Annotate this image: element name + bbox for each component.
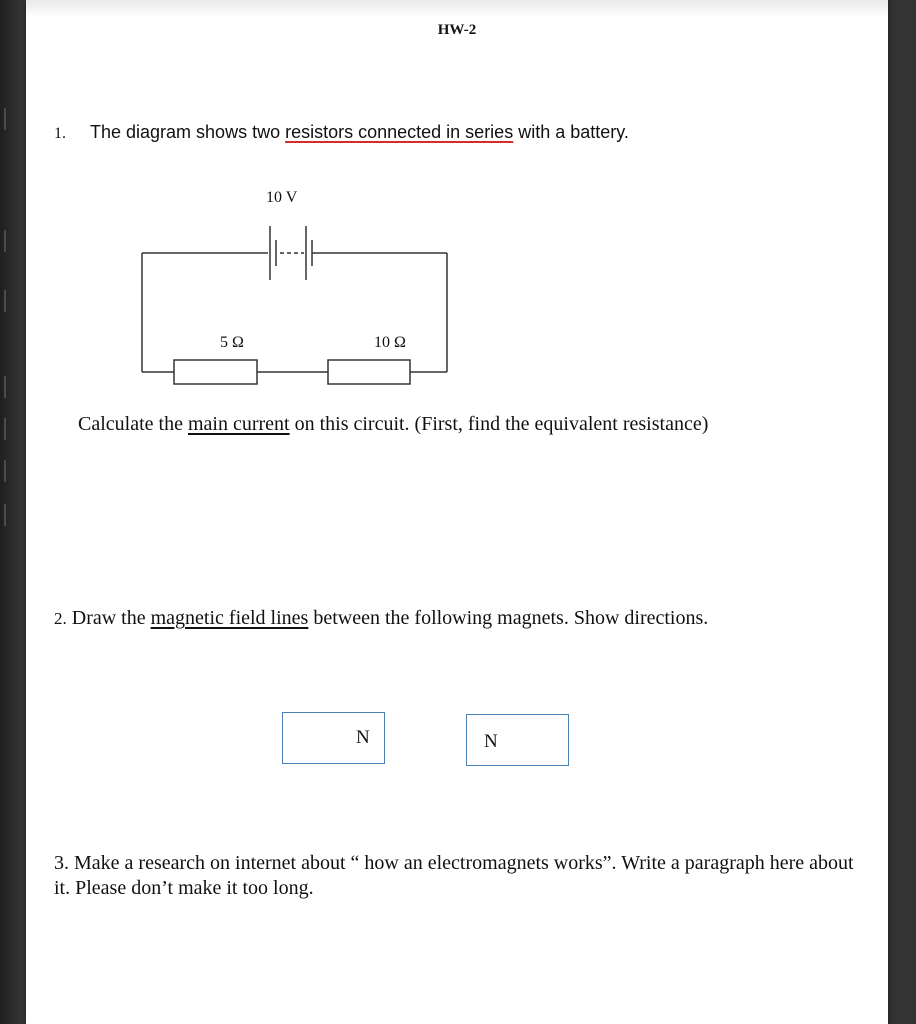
background-right (888, 0, 916, 1024)
series-circuit-diagram (134, 180, 454, 390)
magnet-left-pole-label: N (356, 727, 370, 748)
background-ghost-mark (4, 108, 20, 130)
calc-text-underlined: main current (187, 413, 290, 435)
page-title: HW-2 (437, 22, 477, 38)
calculate-instruction (78, 413, 708, 436)
background-ghost-mark (4, 504, 20, 526)
battery-label: 10 V (266, 189, 298, 206)
resistor-right-label: 10 Ω (374, 334, 406, 351)
magnet-right-pole-label: N (484, 731, 498, 752)
question-2-text-after: between the following magnets. Show directions. (308, 607, 709, 629)
background-ghost-mark (4, 418, 20, 440)
question-2-text-before: Draw the (66, 607, 151, 629)
calc-text-after: on this circuit. (First, find the equivalent resistance) (289, 413, 709, 435)
battery-symbol (270, 226, 312, 280)
page-top-shadow (26, 0, 888, 18)
resistor-left-label: 5 Ω (220, 334, 244, 351)
background-ghost-mark (4, 290, 20, 312)
background-ghost-mark (4, 376, 20, 398)
calc-text-before: Calculate the (78, 413, 188, 435)
question-2-text-underlined: magnetic field lines (150, 607, 309, 629)
magnet-left (282, 712, 385, 764)
background-ghost-mark (4, 230, 20, 252)
background-ghost-mark (4, 460, 20, 482)
question-3-text: 3. Make a research on internet about “ how an electromagnets works”. Write a paragraph here about it. Please don’t make it too long. (54, 852, 854, 899)
resistor-5-ohm (174, 360, 257, 384)
resistor-10-ohm (328, 360, 410, 384)
question-1-number: 1. (54, 125, 66, 142)
question-1-text-after: with a battery. (513, 122, 629, 142)
spellcheck-underlined-phrase: resistors connected in series (285, 122, 514, 142)
question-2-text (54, 607, 708, 630)
document-page (26, 0, 888, 1024)
question-2-number: 2. (54, 609, 67, 628)
magnet-right (466, 714, 569, 766)
question-1-text (90, 122, 629, 143)
question-1-text-before: The diagram shows two (90, 122, 286, 142)
